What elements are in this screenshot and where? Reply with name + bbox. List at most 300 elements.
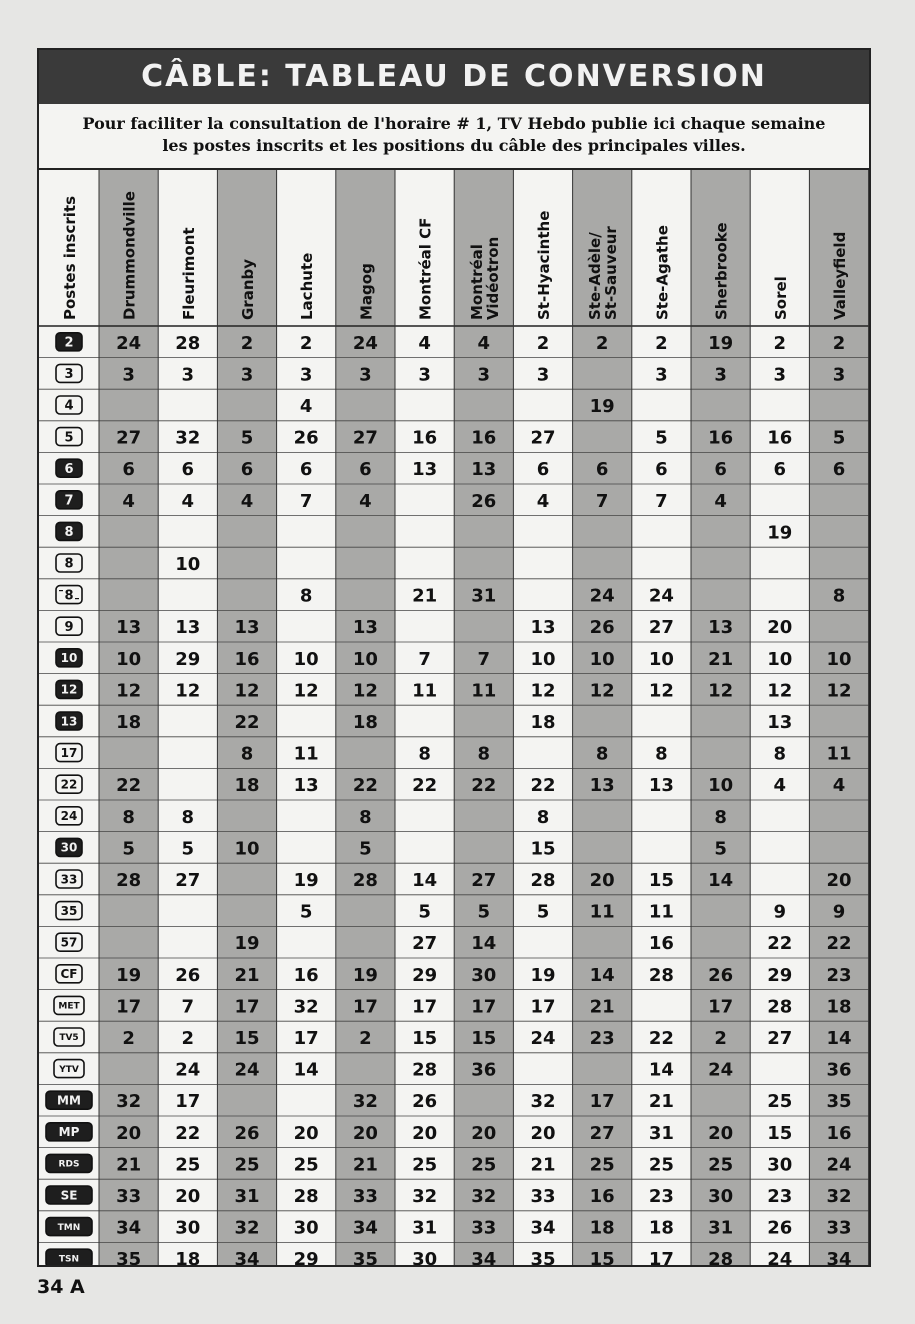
cell-value: 3 <box>655 364 668 386</box>
cell-value: 24 <box>708 1059 734 1081</box>
cell-value: 28 <box>708 1249 734 1265</box>
channel-label: 17 <box>60 745 78 760</box>
cell-value: 29 <box>175 648 201 670</box>
cell-value: 15 <box>412 1028 438 1049</box>
cell-value: 26 <box>234 1122 260 1144</box>
channel-label: MET <box>58 1001 80 1012</box>
cell-value: 6 <box>359 459 372 481</box>
cell-value: 3 <box>122 364 135 386</box>
cell-value: 2 <box>299 332 313 354</box>
cell-value: 14 <box>293 1059 319 1081</box>
cell-value: 32 <box>234 1217 260 1239</box>
cell-value: 9 <box>832 901 846 923</box>
cell-value: 20 <box>826 870 852 891</box>
cell-value: 24 <box>175 1059 201 1081</box>
cell-value: 10 <box>767 648 793 670</box>
cell-value: 16 <box>708 427 734 449</box>
city-header-8-line-0: Ste-Adèle/ <box>586 232 605 320</box>
cell-value: 13 <box>116 617 142 639</box>
cell-value: 26 <box>589 617 615 639</box>
cell-value: 23 <box>589 1028 615 1049</box>
cell-value: 32 <box>293 996 319 1018</box>
cell-value: 36 <box>826 1059 852 1081</box>
cell-value: 31 <box>471 585 497 607</box>
cell-value: 12 <box>352 680 378 702</box>
cell-value: 21 <box>234 964 260 986</box>
cell-value: 8 <box>122 806 135 828</box>
cell-value: 28 <box>530 870 556 891</box>
cell-value: 24 <box>648 585 674 607</box>
cell-value: 2 <box>595 332 609 354</box>
channel-label: 9 <box>64 619 74 635</box>
channel-label: 8 <box>64 556 74 572</box>
city-header-12: Valleyfield <box>831 231 849 320</box>
cell-value: 19 <box>293 870 319 891</box>
cell-value: 35 <box>116 1249 142 1265</box>
cell-value: 5 <box>181 838 195 860</box>
cell-value: 13 <box>234 617 260 639</box>
cell-value: 13 <box>708 617 734 639</box>
cell-value: 9 <box>773 901 787 923</box>
channel-label: 57 <box>60 935 78 950</box>
cell-value: 28 <box>352 870 378 891</box>
cell-value: 34 <box>826 1249 852 1265</box>
cell-value: 6 <box>299 459 313 481</box>
cell-value: 2 <box>773 332 787 354</box>
cell-value: 8 <box>595 743 609 765</box>
cell-value: 16 <box>589 1186 615 1207</box>
cell-value: 22 <box>826 933 852 955</box>
cell-value: 11 <box>648 901 674 923</box>
cell-value: 10 <box>234 838 260 860</box>
cell-value: 34 <box>116 1217 142 1239</box>
channel-label: TSN <box>58 1254 80 1265</box>
cell-value: 22 <box>648 1028 674 1049</box>
channel-label: 3 <box>64 367 74 383</box>
cell-value: 2 <box>122 1028 135 1049</box>
conversion-grid <box>39 50 869 1265</box>
cell-value: 24 <box>116 332 142 354</box>
cell-value: 6 <box>240 459 254 481</box>
channel-label: 2 <box>64 335 74 351</box>
cell-value: 6 <box>595 459 609 481</box>
cell-value: 23 <box>648 1186 674 1207</box>
cell-value: 33 <box>530 1186 556 1207</box>
cell-value: 17 <box>352 996 378 1018</box>
subtitle-line-1: Pour faciliter la consultation de l'horaire # 1, TV Hebdo publie ici chaque semaine <box>82 114 826 133</box>
cell-value: 15 <box>530 838 556 860</box>
channel-label: 33 <box>60 872 78 887</box>
cell-value: 17 <box>412 996 438 1018</box>
cell-value: 3 <box>536 364 550 386</box>
cell-value: 8 <box>536 806 550 828</box>
channel-label: 4 <box>64 398 74 414</box>
city-header-7: St-Hyacinthe <box>535 210 553 320</box>
cell-value: 19 <box>234 933 260 955</box>
cell-value: 17 <box>648 1249 674 1265</box>
cell-value: 7 <box>418 648 431 670</box>
cell-value: 2 <box>359 1028 372 1049</box>
cell-value: 28 <box>116 870 142 891</box>
cell-value: 12 <box>530 680 556 702</box>
cell-value: 24 <box>352 332 378 354</box>
cell-value: 4 <box>418 332 431 354</box>
cell-value: 31 <box>708 1217 734 1239</box>
cell-value: 13 <box>352 617 378 639</box>
subtitle-line-2: les postes inscrits et les positions du câble des principales villes. <box>162 136 746 155</box>
cell-value: 14 <box>708 870 734 891</box>
cell-value: 16 <box>293 964 319 986</box>
cell-value: 33 <box>826 1217 852 1239</box>
cell-value: 13 <box>589 775 615 797</box>
cell-value: 30 <box>708 1186 734 1207</box>
cell-value: 17 <box>234 996 260 1018</box>
cell-value: 35 <box>826 1091 852 1113</box>
city-header-6-line-1: Vidéotron <box>483 236 502 320</box>
cell-value: 12 <box>589 680 615 702</box>
cell-value: 16 <box>234 648 260 670</box>
cell-value: 11 <box>471 680 497 702</box>
cell-value: 17 <box>708 996 734 1018</box>
cell-value: 14 <box>412 870 438 891</box>
city-header-6-line-0: Montréal <box>467 244 486 320</box>
cell-value: 24 <box>530 1028 556 1049</box>
cell-value: 14 <box>589 964 615 986</box>
city-header-8-line-1: St-Sauveur <box>602 226 621 320</box>
cell-value: 21 <box>589 996 615 1018</box>
channel-label: 10 <box>60 651 78 666</box>
cell-value: 33 <box>116 1186 142 1207</box>
cell-value: 19 <box>530 964 556 986</box>
cell-value: 21 <box>648 1091 674 1113</box>
cell-value: 17 <box>116 996 142 1018</box>
cell-value: 35 <box>530 1249 556 1265</box>
cell-value: 25 <box>234 1154 260 1176</box>
cell-value: 4 <box>832 775 846 797</box>
cell-value: 5 <box>418 901 431 923</box>
cell-value: 8 <box>714 806 727 828</box>
channel-label: 30 <box>60 840 78 855</box>
cell-value: 22 <box>352 775 378 797</box>
header-postes-inscrits: Postes inscrits <box>61 196 79 320</box>
cell-value: 26 <box>708 964 734 986</box>
cell-value: 32 <box>530 1091 556 1113</box>
conversion-table-frame <box>37 48 871 1267</box>
channel-label: CF <box>60 967 78 982</box>
cell-value: 6 <box>181 459 195 481</box>
page-number: 34 A <box>37 1276 85 1298</box>
cell-value: 29 <box>412 964 438 986</box>
cell-value: 13 <box>471 459 497 481</box>
cell-value: 30 <box>471 964 497 986</box>
cell-value: 3 <box>299 364 313 386</box>
cell-value: 10 <box>648 648 674 670</box>
city-header-4: Magog <box>357 263 376 320</box>
cell-value: 4 <box>122 490 135 512</box>
cell-value: 25 <box>767 1091 793 1113</box>
channel-label: TV5 <box>59 1033 79 1044</box>
cell-value: 31 <box>648 1122 674 1144</box>
cell-value: 21 <box>708 648 734 670</box>
cell-value: 4 <box>773 775 787 797</box>
cell-value: 2 <box>655 332 668 354</box>
cell-value: 20 <box>116 1122 142 1144</box>
channel-label: RDS <box>58 1159 80 1170</box>
cell-value: 17 <box>471 996 497 1018</box>
cell-value: 2 <box>832 332 846 354</box>
cell-value: 25 <box>589 1154 615 1176</box>
cell-value: 8 <box>240 743 254 765</box>
cell-value: 21 <box>412 585 438 607</box>
cell-value: 14 <box>826 1028 852 1049</box>
cell-value: 24 <box>826 1154 852 1176</box>
cell-value: 5 <box>714 838 727 860</box>
city-header-3: Lachute <box>298 252 317 320</box>
cell-value: 16 <box>826 1122 852 1144</box>
channel-label: 5 <box>64 430 74 446</box>
cell-value: 16 <box>412 427 438 449</box>
cell-value: 28 <box>648 964 674 986</box>
cell-value: 25 <box>648 1154 674 1176</box>
cell-value: 13 <box>530 617 556 639</box>
cell-value: 8 <box>181 806 195 828</box>
cell-value: 5 <box>832 427 846 449</box>
cell-value: 32 <box>471 1186 497 1207</box>
cell-value: 22 <box>767 933 793 955</box>
cell-value: 23 <box>767 1186 793 1207</box>
cell-value: 25 <box>293 1154 319 1176</box>
cell-value: 34 <box>530 1217 556 1239</box>
cell-value: 4 <box>536 490 550 512</box>
channel-label: 24 <box>60 809 78 824</box>
cell-value: 25 <box>412 1154 438 1176</box>
channel-label: SE <box>60 1188 78 1203</box>
cell-value: 8 <box>773 743 787 765</box>
city-header-0: Drummondville <box>120 191 139 320</box>
cell-value: 3 <box>477 364 491 386</box>
cell-value: 2 <box>714 1028 727 1049</box>
cell-value: 4 <box>714 490 727 512</box>
cell-value: 19 <box>589 396 615 417</box>
cell-value: 13 <box>412 459 438 481</box>
cell-value: 29 <box>293 1249 319 1265</box>
cell-value: 16 <box>471 427 497 449</box>
cell-value: 15 <box>589 1249 615 1265</box>
cell-value: 26 <box>471 490 497 512</box>
cell-value: 3 <box>240 364 254 386</box>
table-title: CÂBLE: TABLEAU DE CONVERSION <box>39 50 869 104</box>
cell-value: 25 <box>471 1154 497 1176</box>
cell-value: 30 <box>293 1217 319 1239</box>
cell-value: 11 <box>412 680 438 702</box>
cell-value: 11 <box>589 901 615 923</box>
cell-value: 8 <box>299 585 313 607</box>
cell-value: 5 <box>536 901 550 923</box>
cell-value: 33 <box>352 1186 378 1207</box>
cell-value: 32 <box>352 1091 378 1113</box>
cell-value: 23 <box>826 964 852 986</box>
cell-value: 12 <box>116 680 142 702</box>
cell-value: 18 <box>116 712 142 733</box>
cell-value: 12 <box>648 680 674 702</box>
cell-value: 10 <box>589 648 615 670</box>
channel-label: 35 <box>60 903 78 918</box>
cell-value: 31 <box>412 1217 438 1239</box>
cell-value: 22 <box>175 1122 201 1144</box>
city-header-9: Ste-Agathe <box>653 225 672 320</box>
cell-value: 20 <box>530 1122 556 1144</box>
cell-value: 21 <box>116 1154 142 1176</box>
cell-value: 7 <box>655 490 668 512</box>
cell-value: 5 <box>240 427 254 449</box>
cell-value: 22 <box>530 775 556 797</box>
cell-value: 19 <box>708 332 734 354</box>
cell-value: 18 <box>175 1249 201 1265</box>
cell-value: 22 <box>116 775 142 797</box>
cell-value: 12 <box>767 680 793 702</box>
cell-value: 27 <box>175 870 201 891</box>
cell-value: 6 <box>773 459 787 481</box>
cell-value: 20 <box>293 1122 319 1144</box>
cell-value: 18 <box>352 712 378 733</box>
cell-value: 3 <box>181 364 195 386</box>
cell-value: 26 <box>175 964 201 986</box>
cell-value: 7 <box>477 648 491 670</box>
cell-value: 20 <box>471 1122 497 1144</box>
cell-value: 2 <box>181 1028 195 1049</box>
cell-value: 10 <box>530 648 556 670</box>
cell-value: 8 <box>832 585 846 607</box>
cell-value: 10 <box>708 775 734 797</box>
cell-value: 15 <box>648 870 674 891</box>
cell-value: 31 <box>234 1186 260 1207</box>
cell-value: 6 <box>536 459 550 481</box>
cell-value: 6 <box>832 459 846 481</box>
cell-value: 19 <box>116 964 142 986</box>
cell-value: 24 <box>234 1059 260 1081</box>
cell-value: 5 <box>477 901 491 923</box>
cell-value: 11 <box>826 743 852 765</box>
channel-label: YTV <box>59 1064 79 1075</box>
channel-label: TMN <box>57 1222 81 1233</box>
cell-value: 32 <box>116 1091 142 1113</box>
channel-label: 12 <box>60 682 78 697</box>
cell-value: 20 <box>412 1122 438 1144</box>
cell-value: 33 <box>471 1217 497 1239</box>
cell-value: 21 <box>530 1154 556 1176</box>
cell-value: 26 <box>412 1091 438 1113</box>
cell-value: 14 <box>648 1059 674 1081</box>
cell-value: 19 <box>767 522 793 544</box>
cell-value: 21 <box>352 1154 378 1176</box>
cell-value: 7 <box>181 996 195 1018</box>
cell-value: 27 <box>589 1122 615 1144</box>
cell-value: 34 <box>352 1217 378 1239</box>
cell-value: 5 <box>122 838 135 860</box>
cell-value: 13 <box>648 775 674 797</box>
cell-value: 10 <box>116 648 142 670</box>
channel-label: 8 <box>64 525 74 541</box>
cell-value: 24 <box>767 1249 793 1265</box>
cell-value: 8 <box>359 806 372 828</box>
cell-value: 30 <box>175 1217 201 1239</box>
cell-value: 16 <box>767 427 793 449</box>
cell-value: 7 <box>595 490 609 512</box>
cell-value: 12 <box>293 680 319 702</box>
channel-label: MM <box>57 1093 81 1108</box>
channel-label: 7 <box>64 493 74 509</box>
cell-value: 6 <box>655 459 668 481</box>
cell-value: 20 <box>589 870 615 891</box>
cell-value: 26 <box>293 427 319 449</box>
city-header-10: Sherbrooke <box>712 222 731 320</box>
cell-value: 2 <box>536 332 550 354</box>
cell-value: 36 <box>471 1059 497 1081</box>
cell-value: 32 <box>412 1186 438 1207</box>
cell-value: 3 <box>418 364 431 386</box>
cell-value: 4 <box>299 396 313 417</box>
cell-value: 25 <box>175 1154 201 1176</box>
cell-value: 22 <box>471 775 497 797</box>
cell-value: 22 <box>412 775 438 797</box>
cell-value: 17 <box>530 996 556 1018</box>
cell-value: 19 <box>352 964 378 986</box>
city-header-1: Fleurimont <box>179 227 198 320</box>
cell-value: 5 <box>655 427 668 449</box>
cell-value: 34 <box>471 1249 497 1265</box>
cell-value: 2 <box>240 332 254 354</box>
cell-value: 30 <box>767 1154 793 1176</box>
cell-value: 25 <box>708 1154 734 1176</box>
cell-value: 12 <box>708 680 734 702</box>
cell-value: 27 <box>471 870 497 891</box>
cell-value: 10 <box>175 554 201 575</box>
cell-value: 14 <box>471 933 497 955</box>
cell-value: 5 <box>359 838 372 860</box>
cell-value: 22 <box>234 712 260 733</box>
cell-value: 12 <box>826 680 852 702</box>
cell-value: 18 <box>589 1217 615 1239</box>
cell-value: 5 <box>299 901 313 923</box>
cell-value: 3 <box>714 364 727 386</box>
cell-value: 7 <box>299 490 313 512</box>
cell-value: 28 <box>293 1186 319 1207</box>
cell-value: 20 <box>767 617 793 639</box>
cell-value: 34 <box>234 1249 260 1265</box>
cell-value: 32 <box>175 427 201 449</box>
cell-value: 12 <box>175 680 201 702</box>
cell-value: 29 <box>767 964 793 986</box>
cell-value: 28 <box>412 1059 438 1081</box>
cell-value: 26 <box>767 1217 793 1239</box>
channel-label: MP <box>58 1125 80 1140</box>
cell-value: 15 <box>471 1028 497 1049</box>
city-header-5: Montréal CF <box>416 217 435 320</box>
cell-value: 32 <box>826 1186 852 1207</box>
cell-value: 20 <box>352 1122 378 1144</box>
cell-value: 30 <box>412 1249 438 1265</box>
cell-value: 8 <box>655 743 668 765</box>
cell-value: 12 <box>234 680 260 702</box>
cell-value: 35 <box>352 1249 378 1265</box>
cell-value: 6 <box>122 459 135 481</box>
cell-value: 11 <box>293 743 319 765</box>
channel-label: 22 <box>60 777 78 792</box>
cell-value: 28 <box>767 996 793 1018</box>
cell-value: 20 <box>708 1122 734 1144</box>
cell-value: 13 <box>293 775 319 797</box>
cell-value: 4 <box>477 332 491 354</box>
